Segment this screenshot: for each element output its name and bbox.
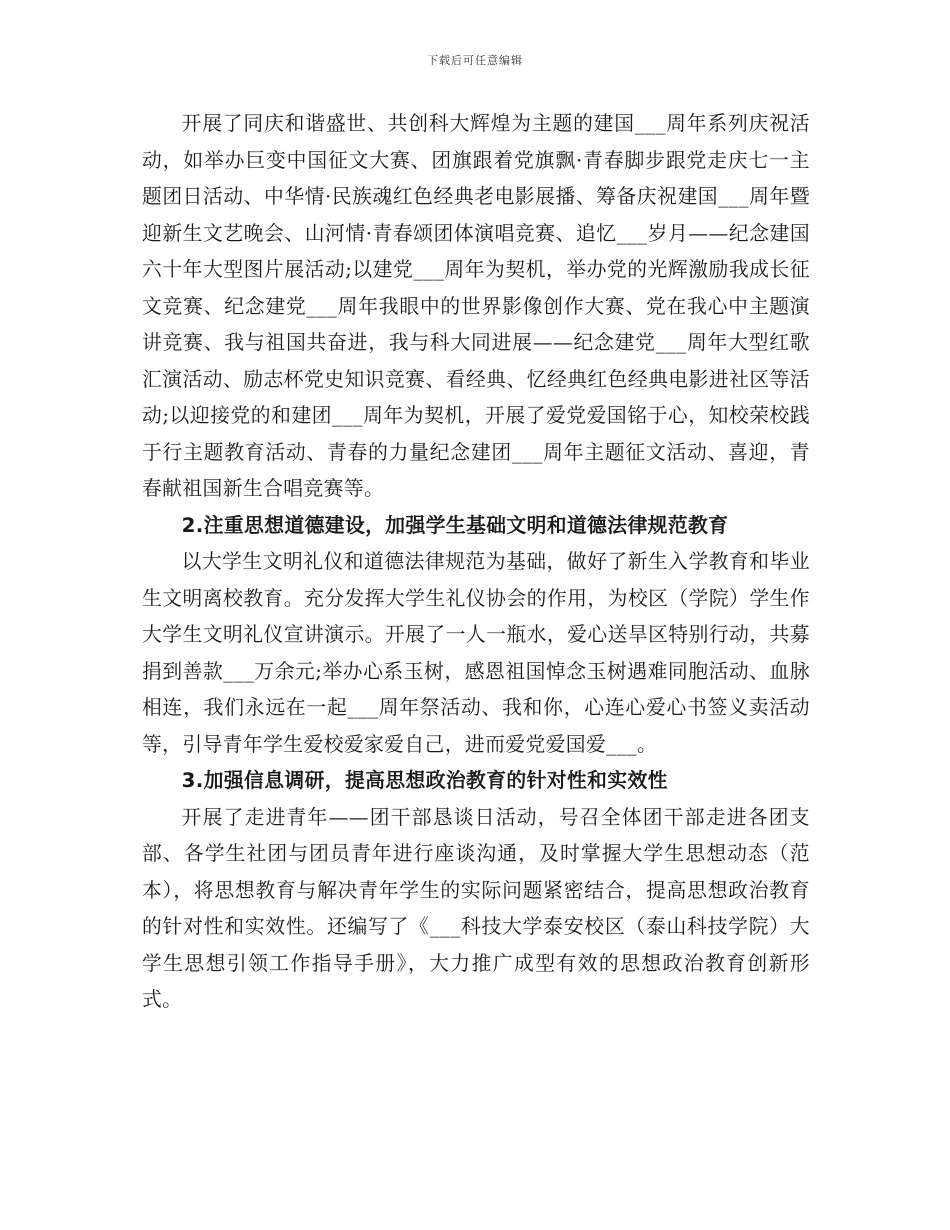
section-heading-moral-education: 2.注重思想道德建设，加强学生基础文明和道德法律规范教育 (181, 513, 729, 537)
paragraph-research: 开展了走进青年——团干部恳谈日活动，号召全体团干部走进各团支部、各学生社团与团员青年进行座谈沟通，及时掌握大学生思想动态（范本），将思想教育与解决青年学生的实际问题紧密结合，提高思想政治教育的针对性和实效性。还编写了《___科技大学泰安校区（泰山科技学院）大学生思想引领工作指导手册》，大力推广成型有效的思想政治教育创新形式。 (142, 805, 810, 1011)
section-heading-research: 3.加强信息调研，提高思想政治教育的针对性和实效性 (181, 769, 668, 792)
paragraph-moral-education: 以大学生文明礼仪和道德法律规范为基础，做好了新生入学教育和毕业生文明离校教育。充分发挥大学生礼仪协会的作用，为校区（学院）学生作大学生文明礼仪宣讲演示。开展了一人一瓶水，爱心送旱区特别行动，共募捐到善款___万余元;举办心系玉树，感恩祖国悼念玉树遇难同胞活动、血脉相连，我们永远在一起___周年祭活动、我和你，心连心爱心书签义卖活动等，引导青年学生爱校爱家爱自己，进而爱党爱国爱___。 (142, 550, 810, 756)
page-header-note: 下载后可任意编辑 (427, 54, 523, 67)
paragraph-celebration-activities: 开展了同庆和谐盛世、共创科大辉煌为主题的建国___周年系列庆祝活动，如举办巨变中国征文大赛、团旗跟着党旗飘·青春脚步跟党走庆七一主题团日活动、中华情·民族魂红色经典老电影展播、筹备庆祝建国___周年暨迎新生文艺晚会、山河情·青春颂团体演唱竞赛、追忆___岁月——纪念建国六十年大型图片展活动;以建党___周年为契机，举办党的光辉激励我成长征文竞赛、纪念建党___周年我眼中的世界影像创作大赛、党在我心中主题演讲竞赛、我与祖国共奋进，我与科大同进展——纪念建党___周年大型红歌汇演活动、励志杯党史知识竞赛、看经典、忆经典红色经典电影进社区等活动;以迎接党的和建团___周年为契机，开展了爱党爱国铭于心，知校荣校践于行主题教育活动、青春的力量纪念建团___周年主题征文活动、喜迎，青春献祖国新生合唱竞赛等。 (142, 112, 810, 500)
document-body (142, 106, 810, 1019)
